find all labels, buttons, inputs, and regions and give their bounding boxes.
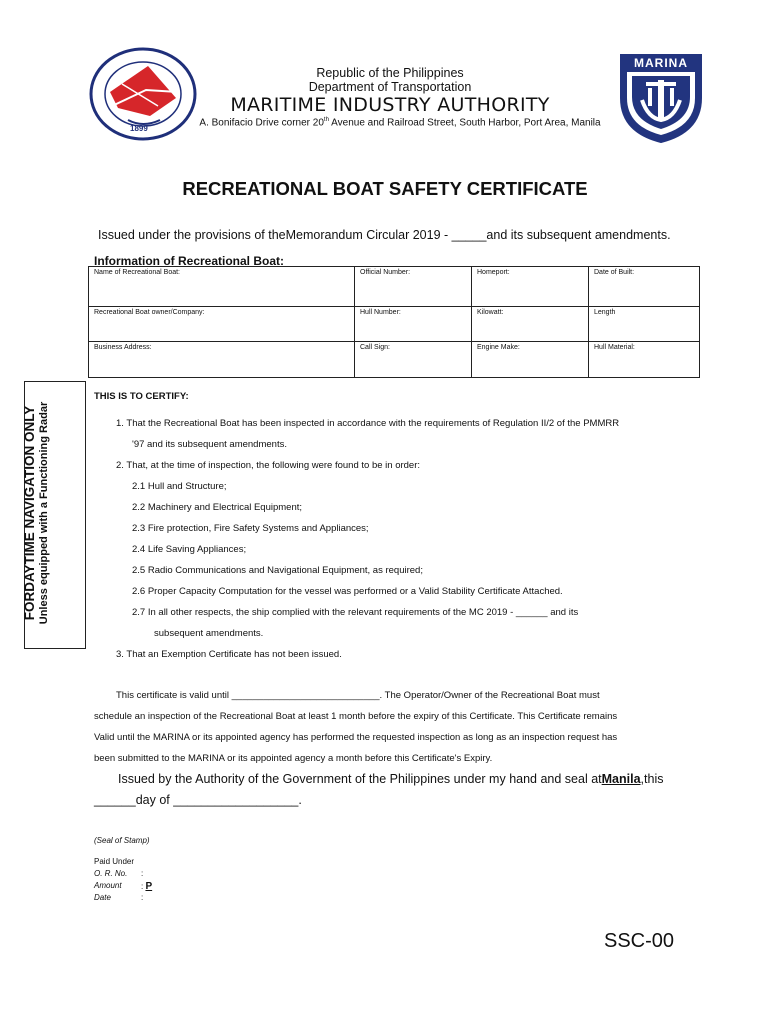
issued-under-text: Issued under the provisions of theMemorandum Circular 2019 - _____and its subsequent amendments.	[98, 228, 671, 242]
certify-sub-2-4: 2.4 Life Saving Appliances;	[132, 544, 247, 555]
validity-line-1: This certificate is valid until ____________________________. The Operator/Owner of the Recreational Boat must	[116, 690, 600, 701]
issue-date-line: ______day of __________________.	[94, 793, 302, 807]
seal-label: (Seal of Stamp)	[94, 836, 150, 845]
validity-line-4: been submitted to the MARINA or its appointed agency a month before this Certificate's Expiry.	[94, 753, 493, 764]
certify-sub-2-5: 2.5 Radio Communications and Navigational Equipment, as required;	[132, 565, 423, 576]
certify-sub-2-7-cont: subsequent amendments.	[154, 628, 264, 639]
navigation-restriction-line1: FORDAYTIME NAVIGATION ONLY	[22, 405, 37, 621]
dotr-seal-year: 1899	[130, 124, 148, 133]
field-engine-make[interactable]: Engine Make:	[472, 342, 589, 378]
validity-line-3: Valid until the MARINA or its appointed agency has performed the requested inspection as long as an inspection request has	[94, 732, 618, 743]
issue-place: Manila	[601, 772, 641, 786]
amount-field[interactable]: : P	[141, 881, 153, 892]
marina-logo-text: MARINA	[634, 56, 688, 70]
certify-sub-2-3: 2.3 Fire protection, Fire Safety Systems and Appliances;	[132, 523, 369, 534]
date-field[interactable]: :	[141, 893, 144, 902]
form-code: SSC-00	[604, 930, 675, 952]
certify-sub-2-7: 2.7 In all other respects, the ship complied with the relevant requirements of the MC 2019 - ______ and its	[132, 607, 579, 618]
navigation-restriction-line2: Unless equipped with a Functioning Radar	[38, 401, 50, 625]
certify-item-1-cont: '97 and its subsequent amendments.	[132, 439, 287, 450]
certify-sub-2-6: 2.6 Proper Capacity Computation for the vessel was performed or a Valid Stability Certificate Attached.	[132, 586, 563, 597]
field-kilowatt[interactable]: Kilowatt:	[472, 307, 589, 342]
certify-sub-2-1: 2.1 Hull and Structure;	[132, 481, 227, 492]
amount-label: Amount	[94, 881, 122, 890]
date-label: Date	[94, 893, 111, 902]
validity-line-2: schedule an inspection of the Recreational Boat at least 1 month before the expiry of this Certificate. This Certificate remains	[94, 711, 618, 722]
header-republic: Republic of the Philippines	[316, 66, 464, 80]
field-date-built[interactable]: Date of Built:	[589, 267, 700, 307]
certify-sub-2-2: 2.2 Machinery and Electrical Equipment;	[132, 502, 303, 513]
field-hull-number[interactable]: Hull Number:	[355, 307, 472, 342]
certify-item-1: 1. That the Recreational Boat has been inspected in accordance with the requirements of Regulation II/2 of the PMMRR	[116, 418, 620, 429]
certificate-title: RECREATIONAL BOAT SAFETY CERTIFICATE	[182, 178, 588, 199]
certify-item-3: 3. That an Exemption Certificate has not been issued.	[116, 649, 342, 660]
field-call-sign[interactable]: Call Sign:	[355, 342, 472, 378]
header-address: A. Bonifacio Drive corner 20th Avenue and Railroad Street, South Harbor, Port Area, Manila	[199, 117, 601, 129]
validity-paragraph	[94, 685, 698, 769]
peso-sign: P	[145, 881, 153, 892]
field-hull-material[interactable]: Hull Material:	[589, 342, 700, 378]
field-owner-company[interactable]: Recreational Boat owner/Company:	[89, 307, 355, 342]
field-official-number[interactable]: Official Number:	[355, 267, 472, 307]
field-length[interactable]: Length	[589, 307, 700, 342]
certify-heading: THIS IS TO CERTIFY:	[94, 391, 189, 402]
paid-under-label: Paid Under	[94, 857, 135, 866]
info-heading: Information of Recreational Boat:	[94, 254, 285, 268]
header-department: Department of Transportation	[308, 80, 472, 94]
info-table	[88, 266, 700, 378]
authority-statement: Issued by the Authority of the Government of the Philippines under my hand and seal atManila,this	[118, 772, 664, 786]
navigation-restriction-text	[22, 393, 51, 633]
or-number-field[interactable]: :	[141, 869, 144, 878]
header-authority: MARITIME INDUSTRY AUTHORITY	[230, 94, 550, 116]
field-business-address[interactable]: Business Address:	[89, 342, 355, 378]
field-homeport[interactable]: Homeport:	[472, 267, 589, 307]
field-boat-name[interactable]: Name of Recreational Boat:	[89, 267, 355, 307]
certify-item-2: 2. That, at the time of inspection, the following were found to be in order:	[116, 460, 421, 471]
or-number-label: O. R. No.	[94, 869, 128, 878]
